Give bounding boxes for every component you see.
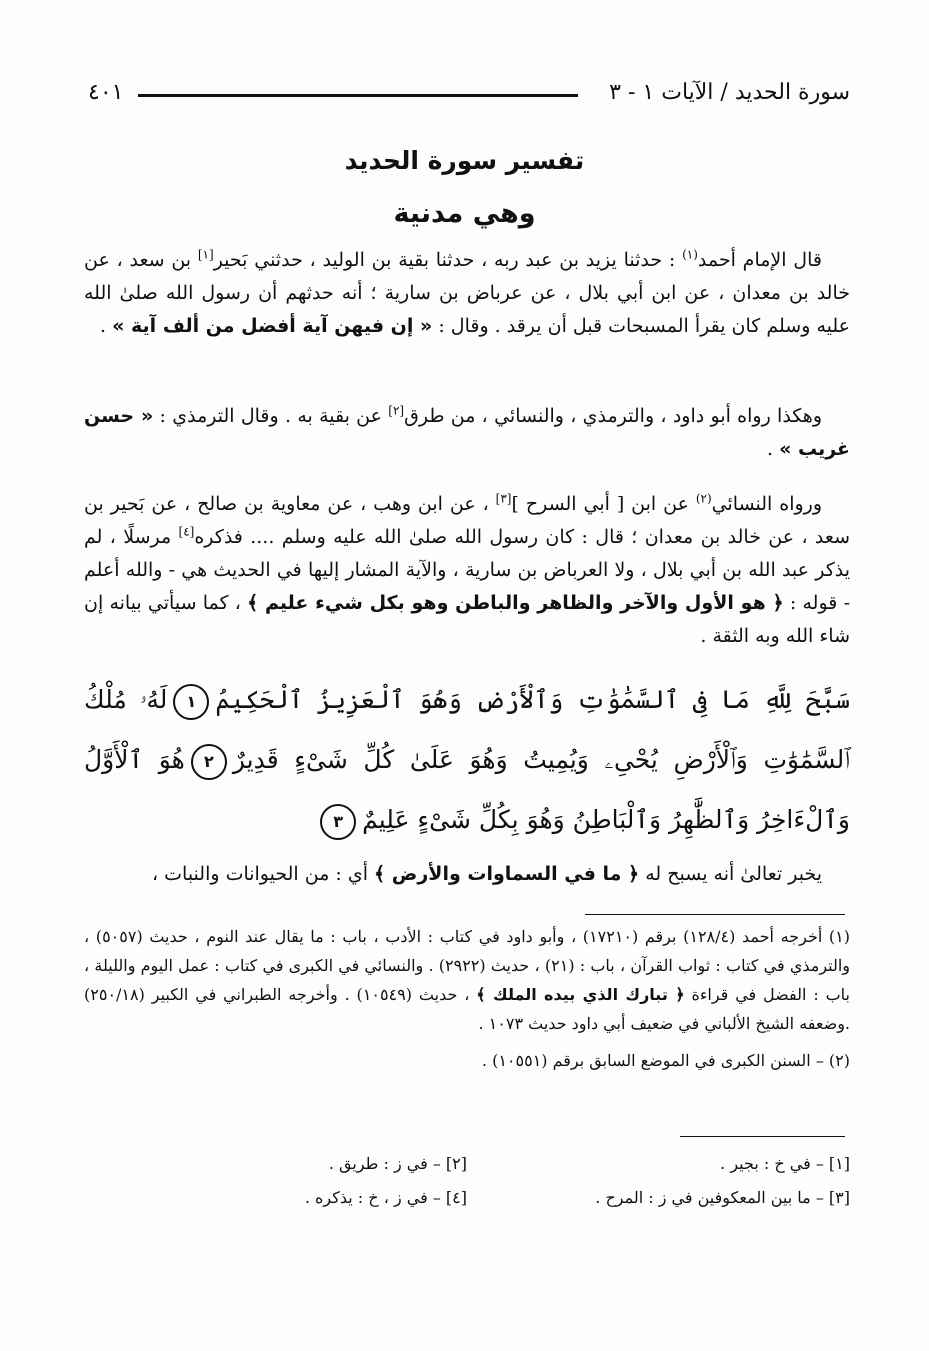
paragraph-1: قال الإمام أحمد$^{(١)}$ : حدثنا يزيد بن عبد ربه ، حدثنا بقية بن الوليد ، حدثني بَحير[١] بن سعد ، عن خالد بن معدان ، عن ابن أبي بلال ، عن عرباض بن سارية ؛ أنه حدثهم أن رسول الله صلىٰ الله عليه وسلم كان يقرأ المسبحات قبل أن يرقد . وقال : « إن فيهن آية أفضل من ألف آية » . bbox=[84, 247, 850, 337]
paragraph-4: يخبر تعالىٰ أنه يسبح له ﴿ ما في السماوات والأرض ﴾ أي : من الحيوانات والنبات ، bbox=[151, 863, 822, 885]
running-title: سورة الحديد / الآيات ١ - ٣ bbox=[601, 80, 850, 105]
page-number: ٤٠١ bbox=[88, 80, 131, 105]
variant-notes bbox=[84, 1152, 850, 1210]
quran-verses bbox=[84, 670, 850, 850]
variant-note-2: [٢] – في ز : طريق . bbox=[328, 1154, 467, 1173]
footnote-ref[interactable]: (١) bbox=[682, 247, 698, 262]
grading-quote: « حسن غريب » bbox=[84, 405, 850, 460]
footnotes bbox=[84, 922, 850, 1075]
paragraph-3: ورواه النسائي$^{(٢)}$ عن ابن [ أبي السرح ][٣] ، عن ابن وهب ، عن معاوية بن صالح ، عن بَحير بن سعد ، عن خالد بن معدان ؛ قال : كان رسول الله صلىٰ الله عليه وسلم .... فذكره[٤] مرسلًا ، لم يذكر عبد الله بن أبي بلال ، ولا العرباض بن سارية ، والآية المشار إليها في الحديث هي - والله أعلم - قوله : ﴿ هو الأول والآخر والظاهر والباطن وهو بكل شيء عليم ﴾ ، كما سيأتي بيانه إن شاء الله وبه الثقة . bbox=[84, 491, 850, 647]
verse-1: سَبَّحَ لِلَّهِ مَا فِى ٱلسَّمَٰوَٰتِ وَٱلْأَرْضِ وَهُوَ ٱلْعَزِيزُ ٱلْحَكِيمُ bbox=[215, 685, 850, 714]
variant-ref[interactable]: [٤] bbox=[178, 524, 195, 539]
surah-type-heading: وهي مدنية bbox=[393, 198, 536, 229]
hadith-quote: « إن فيهن آية أفضل من ألف آية » bbox=[112, 315, 433, 337]
variant-ref[interactable]: [١] bbox=[197, 247, 214, 262]
footnote-2: (٢) – السنن الكبرى في الموضع السابق برقم (١٠٥٥١) . bbox=[481, 1051, 850, 1070]
footnote-ref[interactable]: (٢) bbox=[695, 491, 712, 506]
verse-3: هُوَ ٱلْأَوَّلُ وَٱلْءَاخِرُ وَٱلظَّٰهِرُ وَٱلْبَاطِنُ وَهُوَ بِكُلِّ شَىْءٍ عَلِيمٌ bbox=[84, 745, 850, 834]
paragraph-2: وهكذا رواه أبو داود ، والترمذي ، والنسائي ، من طرق[٢] عن بقية به . وقال الترمذي : « حسن غريب » . bbox=[84, 403, 850, 460]
running-header bbox=[88, 72, 850, 112]
footnote-rule bbox=[585, 914, 845, 915]
verse-quote: ﴿ ما في السماوات والأرض ﴾ bbox=[374, 863, 640, 885]
ayah-number-marker: ١ bbox=[173, 684, 209, 720]
footnote-1: (١) أخرجه أحمد (١٢٨/٤) برقم (١٧٢١٠) ، وأبو داود في كتاب : الأدب ، باب : ما يقال عند النوم ، حديث (٥٠٥٧) ، والترمذي في كتاب : ثواب القرآن ، باب : (٢١) ، حديث (٢٩٢٢) . والنسائي في الكبرى في كتاب : عمل اليوم والليلة ، باب : الفضل في قراءة ﴿ تبارك الذي بيده الملك ﴾ ، حديث (١٠٥٤٩) . وأخرجه الطبراني في الكبير (٢٥٠/١٨) .وضعفه الشيخ الألباني في ضعيف أبي داود حديث ١٠٧٣ . bbox=[84, 927, 851, 1033]
header-rule bbox=[138, 94, 578, 97]
ayah-number-marker: ٢ bbox=[191, 744, 227, 780]
variant-ref[interactable]: [٢] bbox=[388, 403, 405, 418]
ayah-number-marker: ٣ bbox=[320, 804, 356, 840]
verse-quote: ﴿ هو الأول والآخر والظاهر والباطن وهو بكل شيء عليم ﴾ bbox=[247, 592, 784, 614]
variants-rule bbox=[680, 1136, 845, 1137]
surah-heading: تفسير سورة الحديد bbox=[344, 146, 585, 175]
variant-ref[interactable]: [٣] bbox=[495, 491, 512, 506]
verse-2: لَهُۥ مُلْكُ ٱلسَّمَٰوَٰتِ وَٱلْأَرْضِ يُحْىِۦ وَيُمِيتُ وَهُوَ عَلَىٰ كُلِّ شَىْءٍ قَدِيرٌ bbox=[84, 685, 850, 774]
variant-note-3: [٣] – ما بين المعكوفين في ز : المرح . bbox=[595, 1188, 850, 1207]
variant-note-4: [٤] – في ز ، خ : يذكره . bbox=[304, 1188, 467, 1207]
variant-note-1: [١] – في خ : بجير . bbox=[720, 1154, 850, 1173]
